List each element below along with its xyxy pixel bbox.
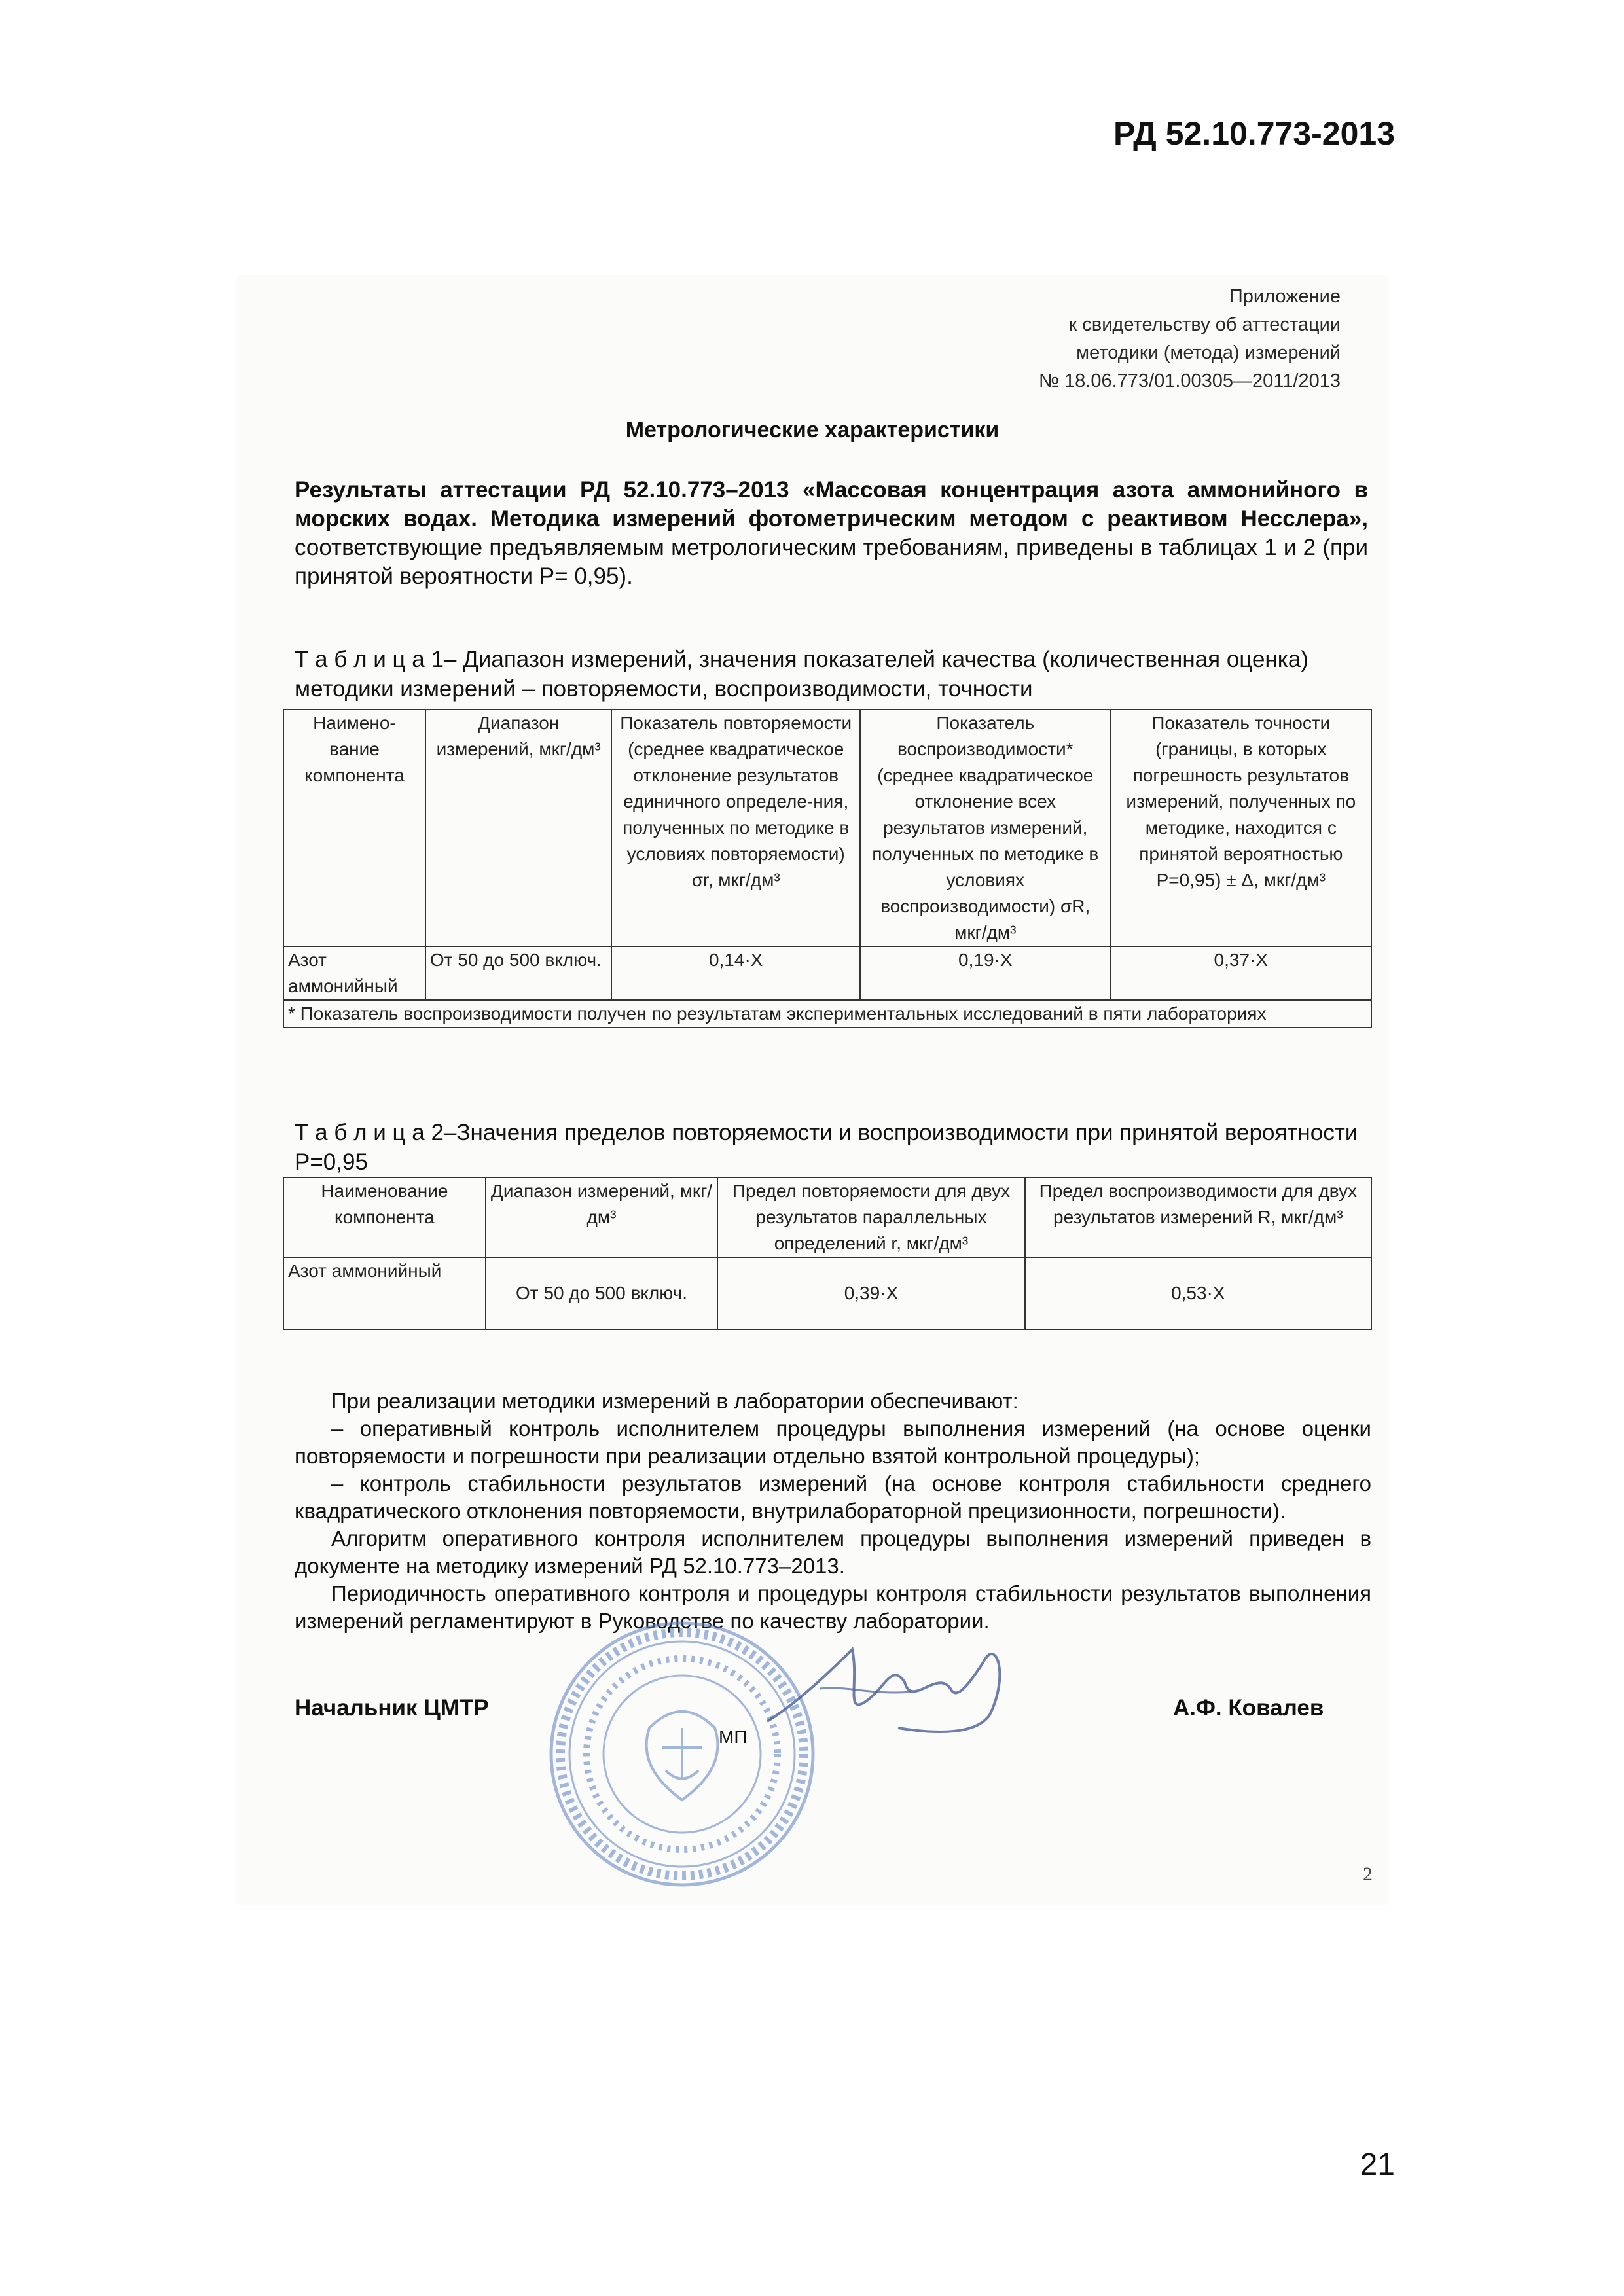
table2-cell: 0,53·X [1025,1257,1371,1329]
scanned-certificate-page [237,275,1388,1905]
table2-header-cell: Наименование компонента [283,1177,486,1257]
table2-header-cell: Диапазон измерений, мкг/дм³ [486,1177,718,1257]
seal-mark: МП [719,1727,748,1747]
table2-header-cell: Предел воспроизводимости для двух результатов измерений R, мкг/дм³ [1025,1177,1371,1257]
table2-cell: Азот аммонийный [283,1257,486,1329]
table1-cell: От 50 до 500 включ. [425,946,612,1000]
appendix-line: методики (метода) измерений [1076,342,1341,363]
table1-caption: Т а б л и ц а 1– Диапазон измерений, значения показателей качества (количественная оценка) методики измерений – повторяемости, воспроизводимости, точности [295,647,1308,702]
doc-code: РД 52.10.773-2013 [1113,115,1395,152]
table1-header-cell: Показатель точности (границы, в которых погрешность результатов измерений, полученных по методике, находится с принятой вероятностью Р=0,95) ± Δ, мкг/дм³ [1111,709,1371,946]
table2 [283,1177,1372,1330]
table-row [283,946,1371,1000]
paragraph: Алгоритм оперативного контроля исполнителем процедуры выполнения измерений приведен в документе на методику измерений РД 52.10.773–2013. [295,1526,1371,1578]
table2-header-row [283,1177,1371,1257]
table1 [283,709,1372,1028]
table-row [283,1257,1371,1329]
table1-cell: 0,14·X [611,946,859,1000]
table2-cell: 0,39·X [717,1257,1024,1329]
signer-position: Начальник ЦМТР [295,1695,489,1721]
sheet-number: 2 [1363,1863,1373,1885]
intro-paragraph [295,476,1368,591]
page-title: Метрологические характеристики [625,418,1000,442]
table2-caption: Т а б л и ц а 2–Значения пределов повторяемости и воспроизводимости при принятой вероятности Р=0,95 [295,1120,1358,1175]
appendix-block [817,283,1341,395]
table2-cell: От 50 до 500 включ. [486,1257,718,1329]
table1-header-cell: Показатель повторяемости (среднее квадратическое отклонение результатов единичного определе-ния, полученных по методике в условиях повторяемости) σr, мкг/дм³ [611,709,859,946]
control-paragraphs [295,1388,1371,1635]
appendix-line: Приложение [1229,286,1341,307]
signer-name: А.Ф. Ковалев [1173,1695,1324,1721]
table2-header-cell: Предел повторяемости для двух результатов параллельных определений r, мкг/дм³ [717,1177,1024,1257]
table1-header-cell: Показатель воспроизводимости* (среднее квадратическое отклонение всех результатов измерений, полученных по методике в условиях воспроизводимости) σR, мкг/дм³ [860,709,1111,946]
paragraph: Периодичность оперативного контроля и процедуры контроля стабильности результатов выполнения измерений регламентируют в Руководстве по качеству лаборатории. [295,1581,1371,1633]
table1-footnote: * Показатель воспроизводимости получен по результатам экспериментальных исследований в пяти лабораториях [283,1000,1371,1028]
intro-normal: соответствующие предъявляемым метрологическим требованиям, приведены в таблицах 1 и 2 (при принятой вероятности Р= 0,95). [295,535,1368,589]
intro-bold: Результаты аттестации РД 52.10.773–2013 «Массовая концентрация азота аммонийного в морских водах. Методика измерений фотометрическим методом с реактивом Несслера», [295,477,1368,531]
table1-header-cell: Наимено-вание компонента [283,709,425,946]
paragraph: – контроль стабильности результатов измерений (на основе контроля стабильности среднего квадратического отклонения повторяемости, внутрилабораторной прецизионности, погрешности). [295,1471,1371,1523]
paragraph: При реализации методики измерений в лаборатории обеспечивают: [331,1389,1019,1413]
appendix-line: к свидетельству об аттестации [1068,314,1341,335]
table1-cell: 0,19·X [860,946,1111,1000]
table1-cell: 0,37·X [1111,946,1371,1000]
table1-footnote-row [283,1000,1371,1028]
table1-header-row [283,709,1371,946]
page-number: 21 [1360,2147,1395,2182]
paragraph: – оперативный контроль исполнителем процедуры выполнения измерений (на основе оценки повторяемости и погрешности при реализации отдельно взятой контрольной процедуры); [295,1416,1371,1468]
table1-header-cell: Диапазон измерений, мкг/дм³ [425,709,612,946]
table1-cell: Азот аммонийный [283,946,425,1000]
appendix-line: № 18.06.773/01.00305—2011/2013 [1038,370,1341,391]
signature-image [741,1623,1042,1754]
